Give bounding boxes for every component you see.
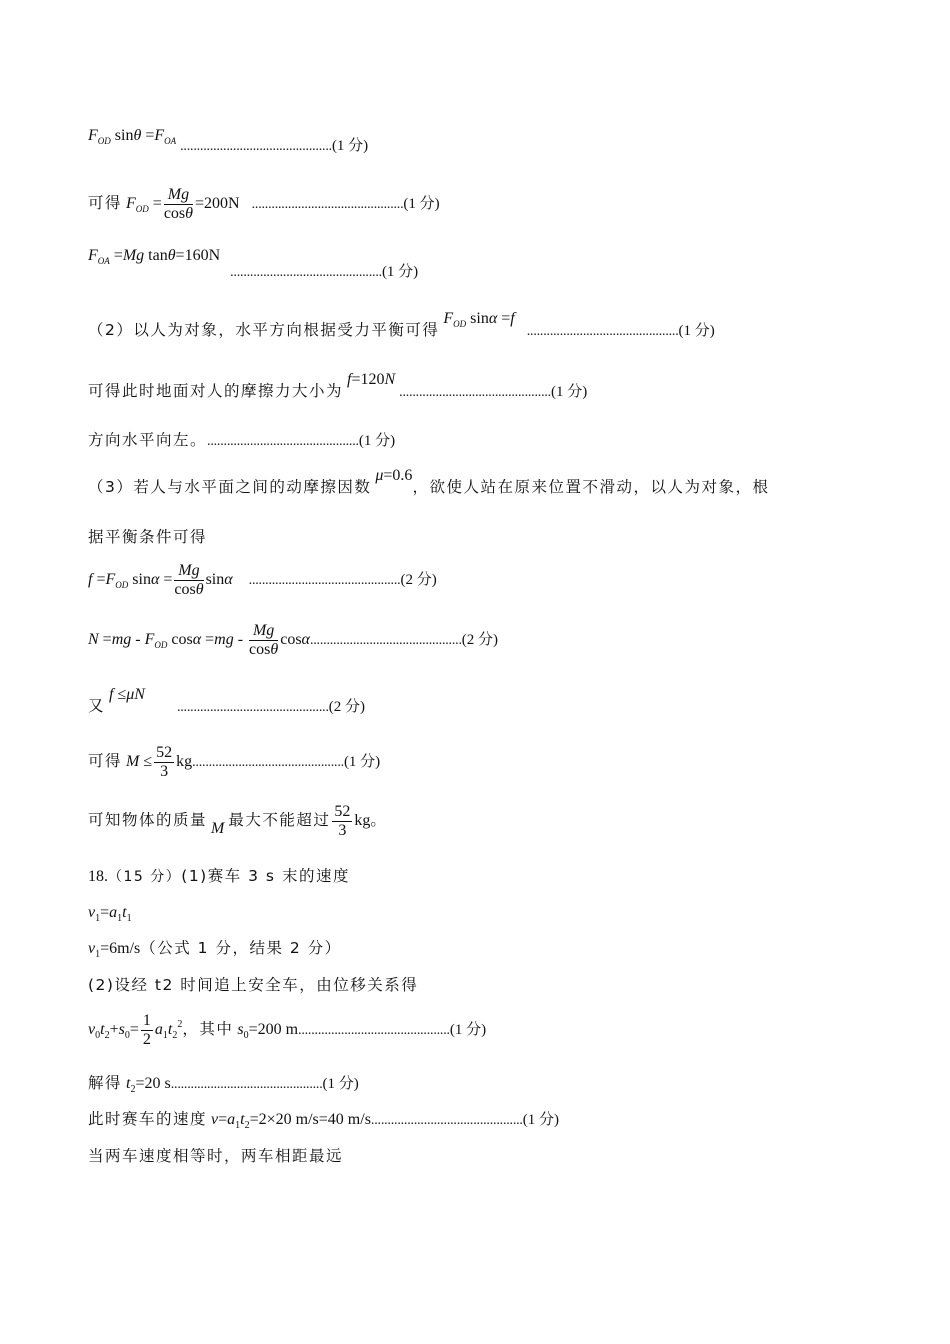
text-line-21: 当两车速度相等时，两车相距最远 — [88, 1147, 344, 1165]
equation-line-10: $N =mg - F_{OD}$ cosα =mg - $\frac{Mg}{\cos\theta}$ cosα..............................................(2 分) — [88, 622, 499, 658]
text-line-6: 方向水平向左。..............................................(1 分) — [88, 431, 396, 449]
equation-line-9: $f =F_{OD}$ sinα = $\frac{Mg}{\cos\theta}$ sinα ..............................................(2 分) — [88, 562, 437, 598]
equation-line-2: 可得 $F_{OD}$ = $\frac{Mg}{\cos\theta}$ =200N ..............................................(1 分) — [88, 186, 440, 222]
equation-line-18: $v_0t_2+s_0=$ $\frac{1}{2}$ $a_1t_2^2$，其中 $s_0=200$ m..............................................(1 分) — [88, 1012, 487, 1048]
text-line-13: 可知物体的质量 M 最大不能超过 $\frac{52}{3}$ kg。 — [88, 803, 388, 839]
text-line-4: （2）以人为对象，水平方向根据受力平衡可得 $F_{OD}$ sinα =f ..............................................(1 分) — [88, 310, 715, 339]
text-line-7: （3）若人与水平面之间的动摩擦因数 μ=0.6，欲使人站在原来位置不滑动，以人为对象，根 — [88, 467, 770, 496]
text-line-5: 可得此时地面对人的摩擦力大小为 f=120N ..............................................(1 分) — [88, 371, 588, 400]
text-line-17: (2)设经 t2 时间追上安全车，由位移关系得 — [88, 976, 419, 994]
equation-line-1: $F_{OD}$ $\sin\theta =F_{OA}$ ..............................................(1 分) — [88, 127, 369, 154]
question-18-heading: 18.（15 分）(1)赛车 3 s 末的速度 — [88, 867, 350, 885]
equation-line-15: $v_1=a_1t_1$ — [88, 904, 132, 924]
equation-line-11: 又 f ≤μN ..............................................(2 分) — [88, 686, 366, 715]
text-line-19: 解得 $t_2=20$ s..............................................(1 分) — [88, 1074, 359, 1095]
equation-line-3: $F_{OA} =Mg$ tanθ=160N ..............................................(1 分) — [88, 247, 419, 280]
text-line-20: 此时赛车的速度 $v=a_1t_2=2\times 20$ m/s=40 m/s..............................................(1 分) — [88, 1110, 559, 1131]
equation-line-12: 可得 M ≤ $\frac{52}{3}$ kg..............................................(1 分) — [88, 744, 381, 780]
equation-line-16: $v_1=6m/s$（公式 1 分，结果 2 分） — [88, 939, 342, 960]
text-line-8: 据平衡条件可得 — [88, 528, 208, 546]
